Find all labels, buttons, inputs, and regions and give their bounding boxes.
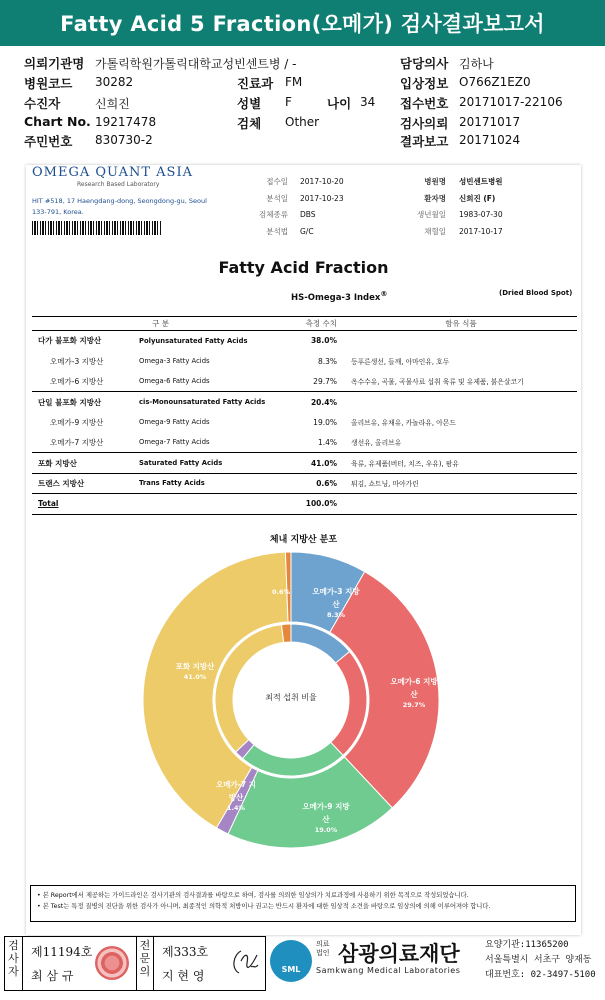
row-food xyxy=(345,494,577,514)
report-title: Fatty Acid 5 Fraction(오메가) 검사결과보고서 xyxy=(0,0,605,46)
label-omega3-name: 오메가-3 지방산 xyxy=(312,587,360,609)
table-row xyxy=(32,351,577,371)
row-value: 29.7% xyxy=(313,376,337,386)
info-right-labels xyxy=(404,174,446,240)
row-category: 단일 불포화 지방산 xyxy=(32,392,139,412)
row-english xyxy=(139,494,289,514)
info-value: 2017-10-20 xyxy=(300,177,344,186)
row-category: 오메가-3 지방산 xyxy=(50,356,104,366)
row-value: 41.0% xyxy=(289,453,345,473)
info-value: 2017-10-23 xyxy=(300,193,344,203)
specimen-label: 검체 xyxy=(237,116,262,131)
info-label: 병원명 xyxy=(424,177,446,186)
tester-name: 최 삼 규 xyxy=(31,969,74,983)
col-header-value: 측정 수치 xyxy=(289,317,345,331)
row-value: 0.6% xyxy=(289,473,345,493)
result-label: 결과보고 xyxy=(400,134,449,149)
resident-value: 830730-2 xyxy=(95,133,153,147)
handwritten-signature-icon xyxy=(227,947,261,979)
age-label: 나이 xyxy=(327,96,352,111)
info-label: 접수일 xyxy=(266,177,288,186)
location-label: 입상정보 xyxy=(400,76,449,91)
chart-value: 19217478 xyxy=(95,115,157,129)
brand-info xyxy=(485,938,596,983)
fatty-acid-table xyxy=(32,316,577,515)
tester-label: 검사자 xyxy=(5,937,23,990)
doctor-label: 담당의사 xyxy=(400,56,449,71)
fraction-title: Fatty Acid Fraction xyxy=(218,258,389,277)
row-food: 육류, 유제품(버터, 치즈, 우유), 팜유 xyxy=(345,453,577,473)
row-english: Omega-7 Fatty Acids xyxy=(139,438,210,447)
doctor-value: 김하나 xyxy=(459,57,494,71)
info-label: 분석일 xyxy=(266,193,288,203)
info-label: 검체종류 xyxy=(259,210,288,219)
table-row xyxy=(32,412,577,432)
info-value: G/C xyxy=(300,226,314,236)
info-value: 성빈센트병원 xyxy=(459,177,503,186)
row-english: Omega-6 Fatty Acids xyxy=(139,377,210,386)
sml-logo-icon: SML xyxy=(270,940,312,982)
label-omega9-value: 19.0% xyxy=(314,826,338,834)
row-category: 다가 불포화 지방산 xyxy=(32,331,139,351)
row-english: Omega-3 Fatty Acids xyxy=(139,357,210,366)
omega-quant-logo xyxy=(32,165,207,188)
table-row xyxy=(32,473,577,493)
row-category: 오메가-7 지방산 xyxy=(50,437,104,447)
row-category: 오메가-6 지방산 xyxy=(50,376,104,386)
sex-label: 성별 xyxy=(237,96,262,111)
logo-subtitle: Research Based Laboratory xyxy=(77,181,160,188)
hospital-code-value: 30282 xyxy=(95,75,134,89)
row-english: Saturated Fatty Acids xyxy=(139,453,289,473)
row-english: Omega-9 Fatty Acids xyxy=(139,418,210,427)
row-value: 38.0% xyxy=(289,331,345,351)
row-food: 튀김, 쇼트닝, 마아가린 xyxy=(345,473,577,493)
age-value: 34 xyxy=(360,95,376,109)
row-value: 100.0% xyxy=(289,494,345,514)
agency-code: 요양기관:11365200 xyxy=(485,940,569,950)
info-label: 환자명 xyxy=(424,193,446,203)
reviewer-label: 전문의 xyxy=(136,937,154,990)
row-food: 옥수수유, 곡물, 곡물사료 섭취 육류 및 유제품, 붉은살코기 xyxy=(351,378,524,387)
brand-name: 삼광의료재단 xyxy=(338,942,460,966)
table-row xyxy=(32,392,577,412)
row-value: 1.4% xyxy=(317,437,337,447)
label-omega9 xyxy=(301,800,351,835)
brand-subtitle: Samkwang Medical Laboratories xyxy=(316,966,461,975)
col-header-category: 구 분 xyxy=(32,317,289,331)
patient-label: 수진자 xyxy=(24,96,61,111)
label-omega3-value: 8.3% xyxy=(326,611,346,619)
info-right-values xyxy=(459,174,503,240)
location-value: O766Z1EZ0 xyxy=(459,75,531,89)
info-left-labels xyxy=(246,174,288,240)
row-category: Total xyxy=(32,494,139,514)
note-line: • 본 Test는 특정 질병의 진단을 위한 검사가 아니며, 최종적인 의학적 처방이나 권고는 반드시 환자에 대한 임상적 소견을 바탕으로 임상의에 의해 이루어져야 합니다. xyxy=(37,903,491,910)
label-trans xyxy=(266,588,296,597)
samkwang-brand xyxy=(270,936,605,991)
registered-mark: ® xyxy=(380,289,388,298)
reviewer-number: 제333호 xyxy=(162,945,209,959)
info-value: 1983-07-30 xyxy=(459,210,503,219)
reviewer-name: 지 현 영 xyxy=(162,969,205,983)
table-row xyxy=(32,432,577,452)
info-label: 생년월일 xyxy=(417,210,446,219)
institution-value: 가톨릭학원가톨릭대학교성빈센트병 / - xyxy=(95,57,297,71)
donut-title: 체내 지방산 분포 xyxy=(269,535,338,545)
fatty-acid-report xyxy=(26,165,581,935)
row-food xyxy=(345,392,577,412)
dept-label: 진료과 xyxy=(237,76,274,91)
patient-header xyxy=(0,51,605,161)
report-footer xyxy=(0,935,605,1000)
label-saturated-value: 41.0% xyxy=(183,673,207,681)
hs-omega-text: HS-Omega-3 Index xyxy=(291,292,381,303)
lab-address: HIT #518, 17 Haengdang-dong, Seongdong-gu, Seoul 133-791, Korea. xyxy=(32,197,207,216)
row-category: 트랜스 지방산 xyxy=(32,473,139,493)
row-food: 생선유, 올리브유 xyxy=(351,439,402,448)
brand-address: 서울특별시 서초구 양재동 xyxy=(485,955,592,965)
hs-omega-index xyxy=(291,289,387,303)
row-value: 8.3% xyxy=(317,356,337,366)
signature-box xyxy=(4,936,266,991)
institution-label: 의뢰기관명 xyxy=(24,56,85,71)
report-notes xyxy=(30,885,576,922)
brand-phone: 대표번호: 02-3497-5100 xyxy=(485,970,596,980)
label-omega7 xyxy=(216,778,256,813)
receipt-value: 20171017-22106 xyxy=(459,95,563,109)
row-food: 올리브유, 유채유, 카놀라유, 아몬드 xyxy=(351,419,456,428)
dried-blood-spot: (Dried Blood Spot) xyxy=(499,289,573,297)
receipt-label: 접수번호 xyxy=(400,96,449,111)
barcode xyxy=(32,221,162,235)
row-english: cis-Monounsaturated Fatty Acids xyxy=(139,392,289,412)
row-english: Trans Fatty Acids xyxy=(139,473,289,493)
table-row xyxy=(32,371,577,391)
result-value: 20171024 xyxy=(459,133,521,147)
label-omega6-value: 29.7% xyxy=(402,701,426,709)
label-saturated-name: 포화 지방산 xyxy=(175,662,215,671)
donut-center-label: 최적 섭취 비율 xyxy=(265,693,317,702)
table-row xyxy=(32,494,577,514)
label-omega6 xyxy=(389,675,439,710)
info-label: 분석법 xyxy=(266,226,288,236)
label-omega3 xyxy=(311,585,361,620)
row-category: 오메가-9 지방산 xyxy=(50,417,104,427)
row-food: 등푸른생선, 들깨, 아마인유, 호두 xyxy=(351,358,450,367)
logo-text: OMEGA QUANT ASIA xyxy=(32,165,193,180)
info-label: 채혈일 xyxy=(424,226,446,236)
table-row xyxy=(32,331,577,351)
label-omega7-name: 오메가-7 지방산 xyxy=(216,780,256,802)
label-saturated xyxy=(171,660,219,682)
label-omega7-value: 1.4% xyxy=(226,804,246,812)
info-value: 신희진 (F) xyxy=(459,193,496,203)
info-value: 2017-10-17 xyxy=(459,226,503,236)
sex-value: F xyxy=(285,95,292,109)
specimen-value: Other xyxy=(285,115,320,129)
tester-number: 제11194호 xyxy=(31,945,93,959)
col-header-food: 함유 식품 xyxy=(345,317,577,331)
dept-value: FM xyxy=(285,75,303,89)
row-value: 20.4% xyxy=(289,392,345,412)
resident-label: 주민번호 xyxy=(24,134,73,149)
fatty-acid-donut-chart xyxy=(141,550,441,850)
request-label: 검사의뢰 xyxy=(400,116,449,131)
info-left-values xyxy=(300,174,344,240)
row-english: Polyunsaturated Fatty Acids xyxy=(139,331,289,351)
note-line: • 본 Report에서 제공하는 가이드라인은 검사기관의 검사결과를 바탕으로 하여, 검사를 의뢰한 임상의가 치료과정에 사용하기 위한 목적으로 작성되었습니다. xyxy=(37,892,469,899)
table-row xyxy=(32,453,577,473)
row-category: 포화 지방산 xyxy=(32,453,139,473)
request-value: 20171017 xyxy=(459,115,521,129)
label-omega6-name: 오메가-6 지방산 xyxy=(390,677,438,699)
label-omega9-name: 오메가-9 지방산 xyxy=(302,802,350,824)
info-value: DBS xyxy=(300,210,316,219)
brand-prefix: 의료법인 xyxy=(316,940,330,957)
label-trans-value: 0.6% xyxy=(271,588,291,596)
row-food xyxy=(345,331,577,351)
inner-slice-5 xyxy=(281,624,291,642)
row-value: 19.0% xyxy=(313,417,337,427)
chart-label: Chart No. xyxy=(24,114,91,129)
patient-value: 신희진 xyxy=(95,97,130,111)
official-seal-icon xyxy=(95,946,129,980)
hospital-code-label: 병원코드 xyxy=(24,76,73,91)
